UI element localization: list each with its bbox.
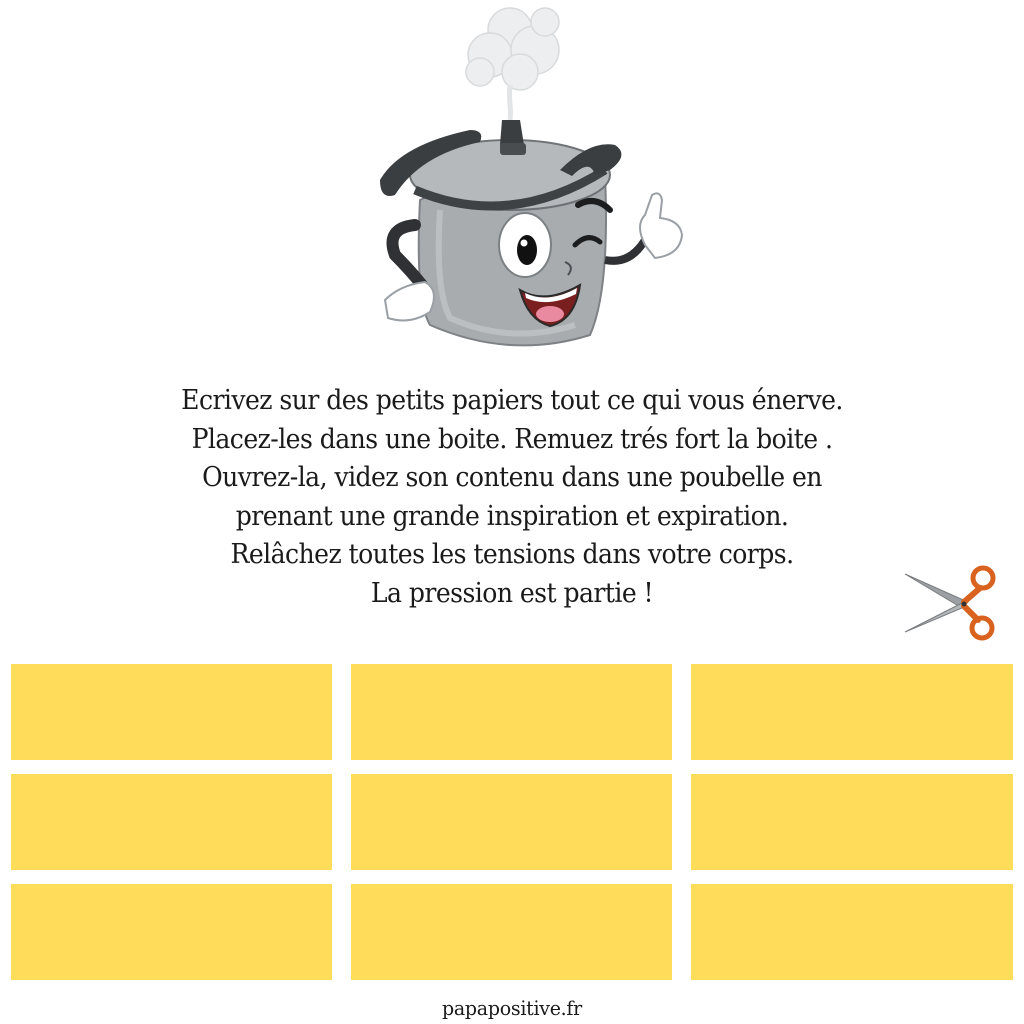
cut-out-note xyxy=(691,664,1013,760)
pressure-cooker-icon xyxy=(360,0,700,370)
cut-out-note xyxy=(11,664,332,760)
cut-out-note xyxy=(11,884,332,980)
instruction-line: Ouvrez-la, videz son contenu dans une poubelle en xyxy=(202,462,822,493)
instruction-line: Placez-les dans une boite. Remuez trés fort la boite . xyxy=(191,423,833,455)
cut-out-note xyxy=(691,884,1013,980)
cut-out-note xyxy=(691,774,1013,870)
cut-out-note xyxy=(351,884,672,980)
cut-out-note xyxy=(351,774,672,870)
instruction-line: Relâchez toutes les tensions dans votre corps. xyxy=(230,539,794,570)
pressure-cooker-mascot xyxy=(360,0,700,370)
cut-out-notes-grid xyxy=(11,664,1013,980)
instruction-line: prenant une grande inspiration et expiration. xyxy=(235,500,789,532)
cut-out-note xyxy=(11,774,332,870)
site-footer: papapositive.fr xyxy=(441,996,582,1020)
instruction-line: La pression est partie ! xyxy=(370,577,654,609)
steam-cloud xyxy=(466,8,559,90)
instruction-line: Ecrivez sur des petits papiers tout ce qui vous énerve. xyxy=(181,385,843,416)
instructions-text xyxy=(0,382,1024,613)
scissors-icon xyxy=(900,562,996,644)
cut-out-note xyxy=(351,664,672,760)
